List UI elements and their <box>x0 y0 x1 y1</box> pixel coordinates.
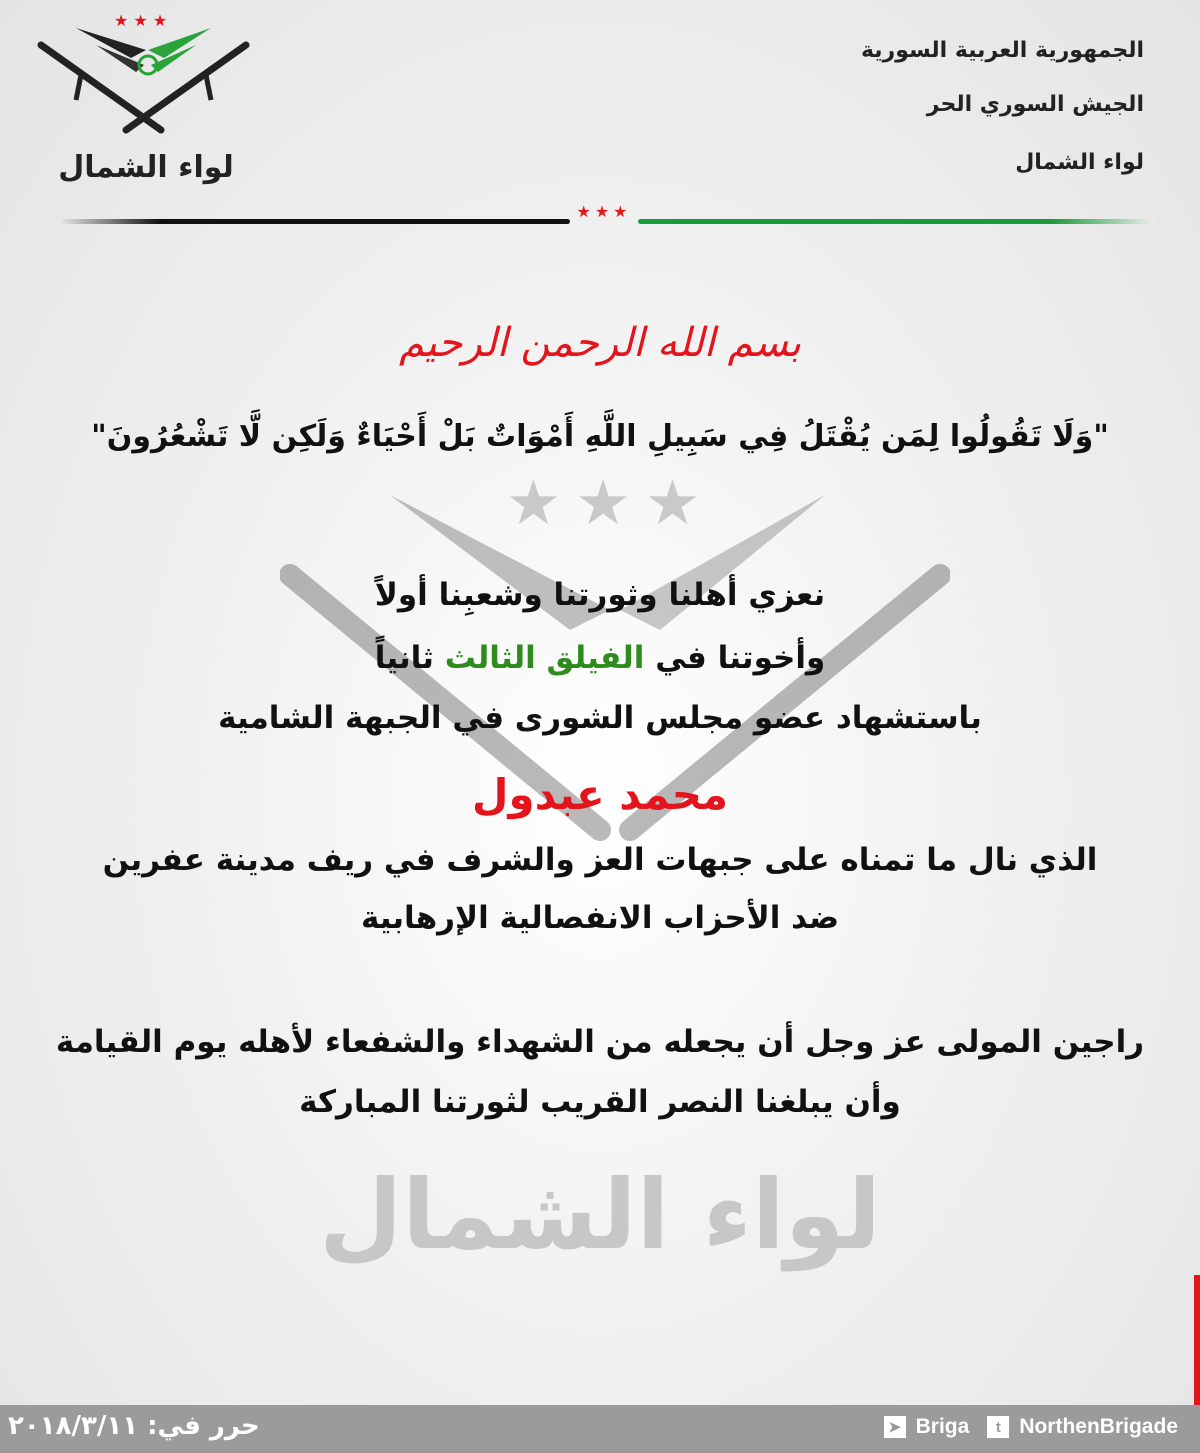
header-country: الجمهورية العربية السورية <box>860 38 1144 63</box>
condolence-line-2 <box>0 638 1200 678</box>
watermark-text: لواء الشمال <box>319 1159 881 1271</box>
brigade-logo <box>36 10 256 140</box>
divider-stars-icon: ★★★ <box>576 202 632 221</box>
martyr-name: محمد عبدول <box>472 770 728 819</box>
condolence-line-3: باستشهاد عضو مجلس الشورى في الجبهة الشامية <box>218 700 982 736</box>
line2-end: ثانياً <box>374 640 434 676</box>
watermark-stars-icon: ★★★ <box>505 466 715 539</box>
basmala: بسم الله الرحمن الرحيم <box>398 320 802 366</box>
twitter-handle[interactable]: NorthenBrigade <box>1019 1415 1178 1438</box>
logo-stars-icon <box>114 11 167 30</box>
line2-start: وأخوتنا في <box>655 640 826 676</box>
condolence-line-7: وأن يبلغنا النصر القريب لثورتنا المباركة <box>299 1084 901 1120</box>
condolence-line-5: ضد الأحزاب الانفصالية الإرهابية <box>360 900 840 936</box>
svg-text:★ ★ ★: ★ ★ ★ <box>114 11 168 30</box>
condolence-line-4: الذي نال ما تمناه على جبهات العز والشرف في ريف مدينة عفرين <box>102 842 1098 878</box>
twitter-icon: t <box>987 1416 1009 1438</box>
header-army: الجيش السوري الحر <box>926 92 1144 117</box>
logo-title: لواء الشمال <box>58 150 234 185</box>
divider-green <box>638 219 1155 224</box>
quran-quote: "وَلَا تَقُولُوا لِمَن يُقْتَلُ فِي سَبِيلِ اللَّهِ أَمْوَاتٌ بَلْ أَحْيَاءٌ وَلَكِن لَّا تَشْعُرُونَ" <box>91 419 1109 454</box>
telegram-handle[interactable]: Briga <box>915 1415 970 1438</box>
social-links <box>884 1415 1178 1439</box>
footer-date: حرر في: ٢٠١٨/٣/١١ <box>8 1411 260 1441</box>
divider-black <box>57 219 570 224</box>
condolence-line-1: نعزي أهلنا وثورتنا وشعبِنا أولاً <box>374 577 826 613</box>
third-corps: الفيلق الثالث <box>444 640 645 676</box>
header-brigade: لواء الشمال <box>1015 150 1144 175</box>
telegram-icon: ➤ <box>884 1416 906 1438</box>
condolence-line-6: راجين المولى عز وجل أن يجعله من الشهداء والشفعاء لأهله يوم القيامة <box>55 1024 1145 1060</box>
